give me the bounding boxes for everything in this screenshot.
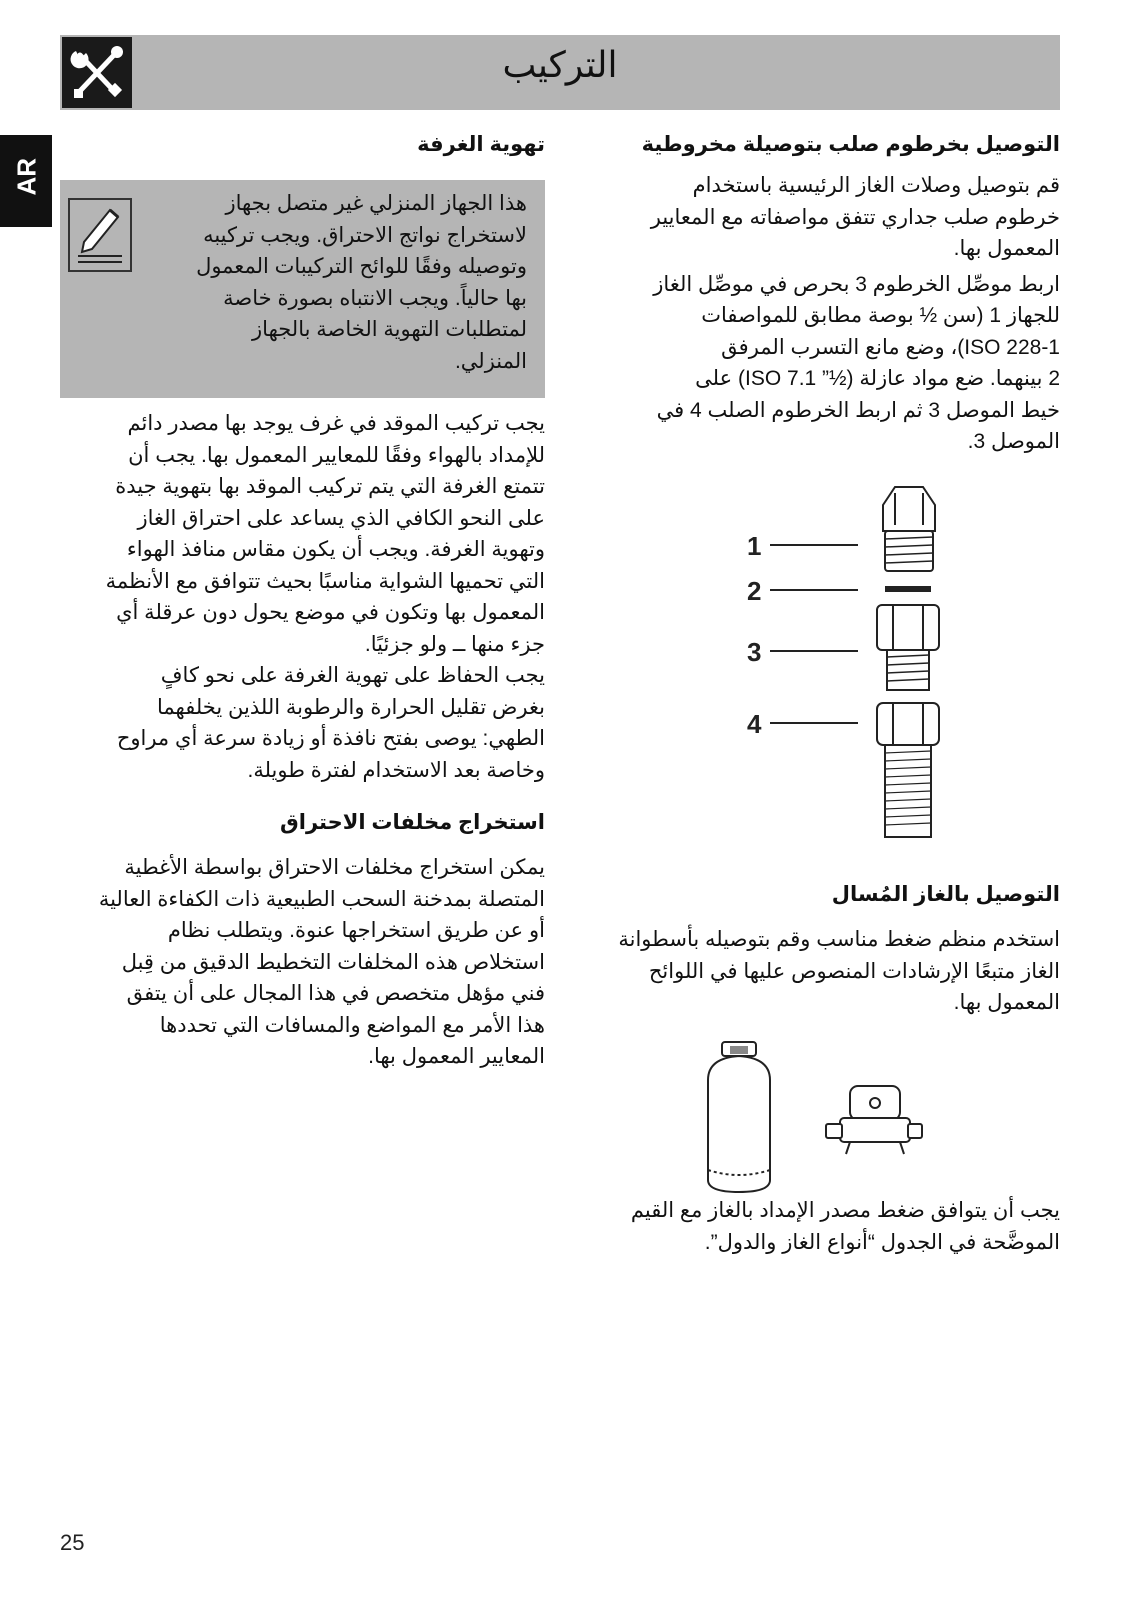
pressure-note [585,1195,1060,1258]
text-line: وخاصة بعد الاستخدام لفترة طويلة. [247,758,545,782]
text-line: على النحو الكافي الذي يساعد على احتراق الغاز [137,506,545,530]
ventilation-paragraph-2 [60,660,545,786]
text-line: المعمول بها. [953,991,1060,1014]
language-code: AR [11,157,42,196]
section-title-rigid-hose: التوصيل بخرطوم صلب بتوصيلة مخروطية [641,133,1060,156]
text-line: للإمداد بالهواء وفقًا للمعايير المعمول بها. يجب أن [128,443,545,467]
text-line: استخدم منظم ضغط مناسب وقم بتوصيله بأسطوانة [618,928,1060,951]
note-line: المنزلي. [454,349,527,373]
note-line: لاستخراج نواتج الاحتراق. ويجب تركيبه [203,223,527,247]
gas-inlet-fitting [883,487,935,571]
note-text [147,188,527,377]
gasket [885,586,931,592]
text-line: هذا الأمر مع المواضع والمسافات التي تحددها [159,1013,545,1037]
section-title-exhaust: استخراج مخلفات الاحتراق [279,811,545,834]
right-column [585,130,1060,458]
text-line: فني مؤهل متخصص في هذا المجال على أن يتفق [126,982,545,1005]
text-line: الغاز متبعًا الإرشادات المنصوص عليها في اللوائح [648,959,1060,983]
text-line: 2 بينهما. ضع مواد عازلة (½” ISO 7.1) على [695,367,1060,390]
text-line: التي تحميها الشواية مناسبًا بحيث تتوافق مع الأنظمة [105,569,545,593]
text-line: المعمول بها وتكون في موضع يحول دون عرقلة أي [116,601,545,624]
text-line: الموصل 3. [967,430,1060,453]
rigid-hose [877,703,939,837]
left-column [60,130,545,1073]
text-line: أو عن طريق استخراجها عنوة. ويتطلب نظام [167,919,545,942]
section-header [60,35,1060,110]
text-line: يجب الحفاظ على تهوية الغرفة على نحو كافٍ [160,664,545,687]
text-line: الطهي: يوصى بفتح نافذة أو زيادة سرعة أي مراوح [116,727,545,750]
text-line: للجهاز 1 (سن ½ بوصة مطابق للمواصفات [701,304,1060,327]
section-title-room-ventilation: تهوية الغرفة [417,133,545,156]
ventilation-paragraph [60,408,545,660]
text-line: يجب تركيب الموقد في غرف يوجد بها مصدر دائم [127,412,545,435]
note-line: بها حالياً. ويجب الانتباه بصورة خاصة [223,286,527,310]
connector-diagram [745,485,975,845]
text-line: المتصلة بمدخنة السحب الطبيعية ذات الكفاءة العالية [98,887,545,911]
text-line: اربط موصِّل الخرطوم 3 بحرص في موصِّل الغاز [653,272,1060,296]
note-box [60,180,545,398]
note-line: هذا الجهاز المنزلي غير متصل بجهاز [225,192,527,215]
text-line: وتهوية الغرفة. ويجب أن يكون مقاس منافذ الهواء [126,538,545,561]
text-line: بغرض تقليل الحرارة والرطوبة اللذين يخلفهما [157,695,545,719]
text-line: المعمول بها. [953,237,1060,260]
text-line: استخلاص هذه المخلفات التخطيط الدقيق من قِبل [121,950,545,974]
gas-cylinder-regulator-diagram [700,1040,930,1200]
text-line: ISO 228-1)، وضع مانع التسرب المرفق [721,335,1060,359]
lpg-section [585,880,1060,1019]
gas-cylinder-icon [708,1042,770,1192]
pencil-note-icon [68,198,132,272]
text-line: جزء منها ــ ولو جزئيًا. [364,632,545,656]
text-line: المعايير المعمول بها. [368,1045,545,1068]
rigid-hose-paragraph [585,170,1060,265]
callout-label-3: 3 [747,637,762,667]
note-line: لمتطلبات التهوية الخاصة بالجهاز [252,318,527,341]
callout-label-2: 2 [747,576,762,606]
text-line: خرطوم صلب جداري تتفق مواصفاته مع المعايير [650,205,1060,229]
text-line: تتمتع الغرفة التي يتم تركيب الموقد بها بتهوية جيدة [115,475,545,498]
text-line: الموضَّحة في الجدول “أنواع الغاز والدول”. [704,1230,1060,1254]
page-number: 25 [60,1530,85,1555]
pressure-regulator-icon [826,1086,922,1154]
page-title: التركيب [502,44,618,85]
exhaust-paragraph [60,852,545,1073]
text-line: خيط الموصل 3 ثم اربط الخرطوم الصلب 4 في [656,398,1060,422]
text-line: يجب أن يتوافق ضغط مصدر الإمداد بالغاز مع القيم [630,1199,1060,1222]
callout-label-1: 1 [747,531,762,561]
note-line: وتوصيله وفقًا للوائح التركيبات المعمول [196,255,527,278]
text-line: يمكن استخراج مخلفات الاحتراق بواسطة الأغطية [124,856,545,879]
language-tab [0,135,52,227]
section-title-lpg: التوصيل بالغاز المُسال [831,883,1060,906]
callout-label-4: 4 [747,709,762,739]
text-line: قم بتوصيل وصلات الغاز الرئيسية باستخدام [692,174,1060,197]
hose-connector [877,605,939,690]
rigid-hose-paragraph-2 [585,269,1060,458]
lpg-paragraph [585,924,1060,1019]
